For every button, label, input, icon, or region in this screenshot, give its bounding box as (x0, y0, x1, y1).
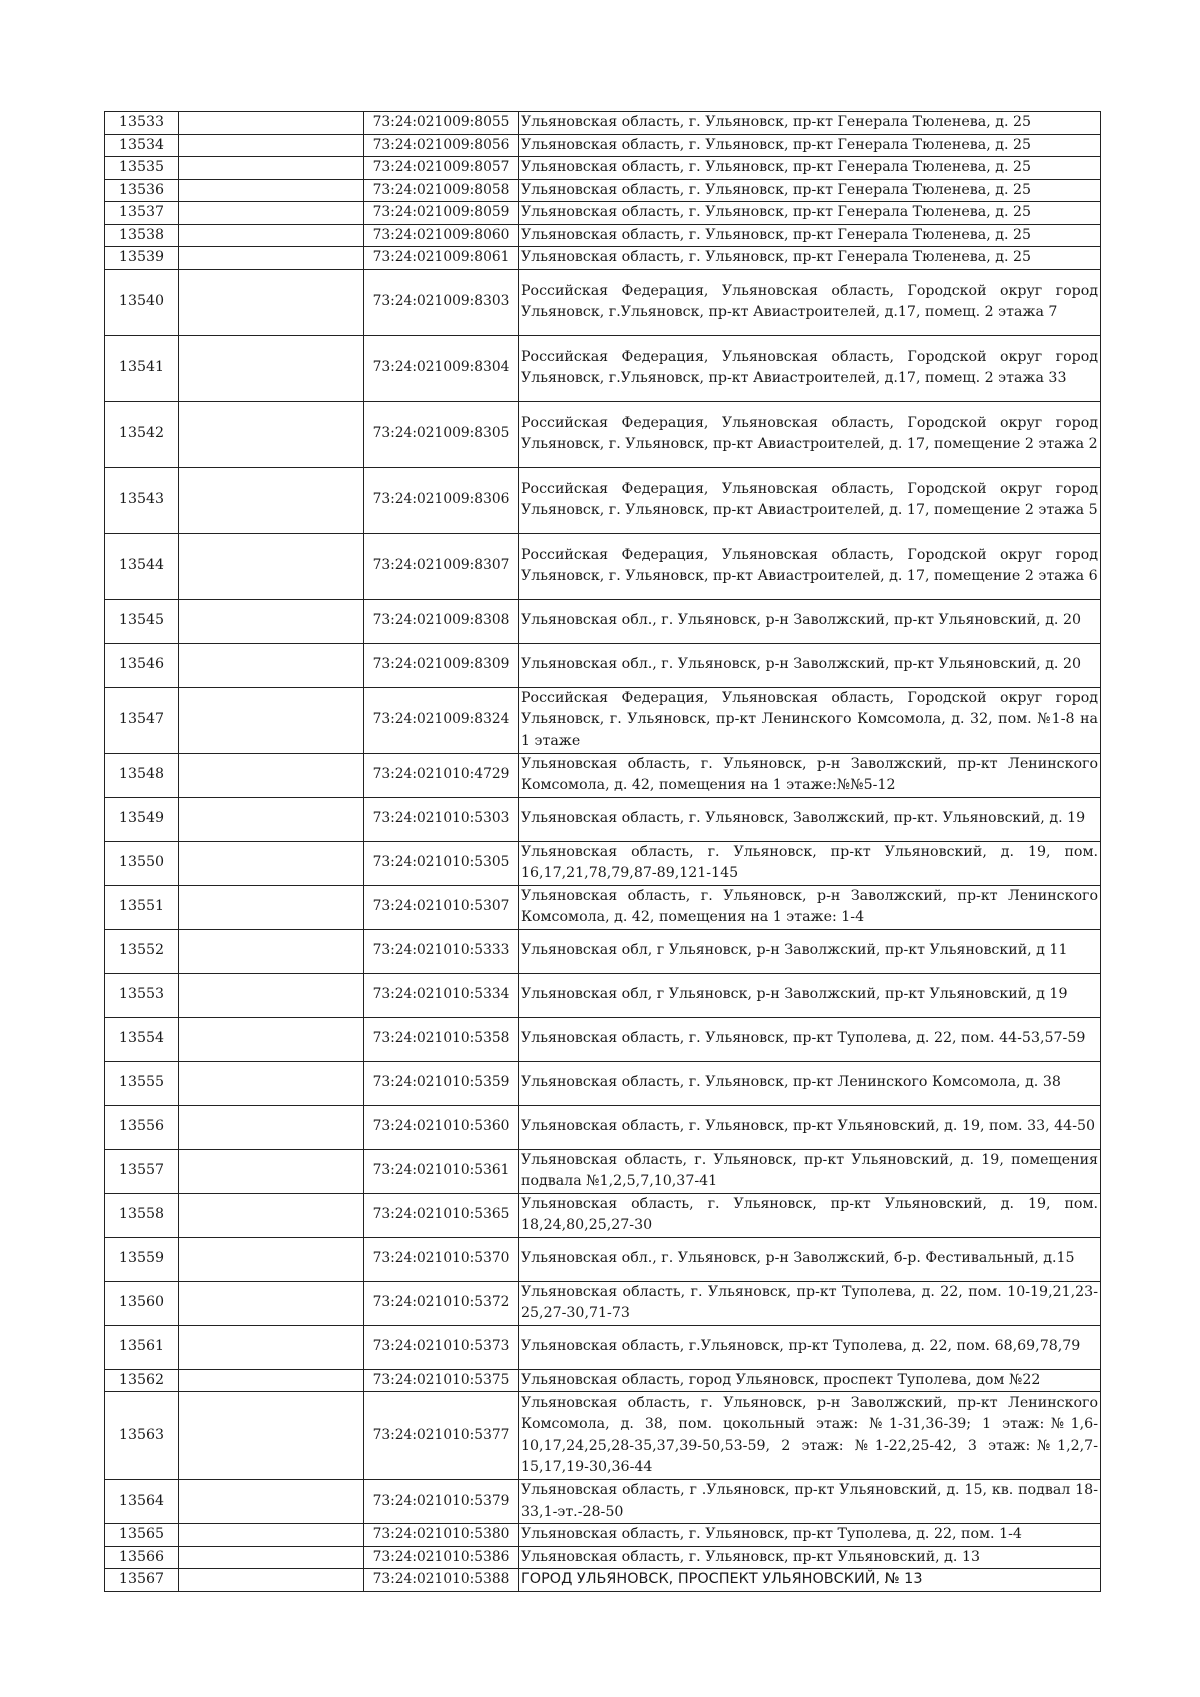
address: Ульяновская область, г. Ульяновск, пр-кт Туполева, д. 22, пом. 1-4 (519, 1524, 1101, 1547)
cadastral-number: 73:24:021010:5380 (364, 1524, 519, 1547)
cadastral-number: 73:24:021010:5372 (364, 1281, 519, 1325)
empty-cell (179, 1524, 364, 1547)
row-number: 13546 (105, 643, 179, 687)
table-row (105, 1325, 1101, 1369)
address: Российская Федерация, Ульяновская область, Городской округ город Ульяновск, г. Ульяновск, пр-кт Ленинского Комсомола, д. 32, пом. №1-8 на 1 этаже (519, 687, 1101, 753)
row-number: 13563 (105, 1392, 179, 1480)
address: Ульяновская обл, г Ульяновск, р-н Заволжский, пр-кт Ульяновский, д 19 (519, 973, 1101, 1017)
address: Ульяновская область, г. Ульяновск, пр-кт Генерала Тюленева, д. 25 (519, 134, 1101, 157)
row-number: 13548 (105, 753, 179, 797)
address: Ульяновская обл., г. Ульяновск, р-н Заволжский, пр-кт Ульяновский, д. 20 (519, 599, 1101, 643)
row-number: 13558 (105, 1193, 179, 1237)
cadastral-number: 73:24:021010:4729 (364, 753, 519, 797)
empty-cell (179, 401, 364, 467)
table-row (105, 1105, 1101, 1149)
empty-cell (179, 335, 364, 401)
row-number: 13557 (105, 1149, 179, 1193)
cadastral-number: 73:24:021009:8306 (364, 467, 519, 533)
empty-cell (179, 1546, 364, 1569)
cadastral-number: 73:24:021009:8324 (364, 687, 519, 753)
row-number: 13535 (105, 157, 179, 180)
cadastral-number: 73:24:021009:8303 (364, 269, 519, 335)
address: Ульяновская область, г. Ульяновск, пр-кт Ульяновский, д. 19, пом. 33, 44-50 (519, 1105, 1101, 1149)
address: Российская Федерация, Ульяновская область, Городской округ город Ульяновск, г.Ульяновск, пр-кт Авиастроителей, д.17, помещ. 2 этажа 33 (519, 335, 1101, 401)
empty-cell (179, 1569, 364, 1592)
cadastral-number: 73:24:021009:8056 (364, 134, 519, 157)
address: Ульяновская обл., г. Ульяновск, р-н Заволжский, б-р. Фестивальный, д.15 (519, 1237, 1101, 1281)
row-number: 13564 (105, 1480, 179, 1524)
table-row (105, 335, 1101, 401)
address: Ульяновская область, г. Ульяновск, пр-кт Ульяновский, д. 13 (519, 1546, 1101, 1569)
empty-cell (179, 1237, 364, 1281)
cadastral-number: 73:24:021009:8061 (364, 247, 519, 270)
table-body (105, 112, 1101, 1592)
table-row (105, 1392, 1101, 1480)
address: Ульяновская область, г.Ульяновск, пр-кт Туполева, д. 22, пом. 68,69,78,79 (519, 1325, 1101, 1369)
table-row (105, 929, 1101, 973)
table-row (105, 885, 1101, 929)
address: Ульяновская область, г. Ульяновск, пр-кт Ульяновский, д. 19, пом. 18,24,80,25,27-30 (519, 1193, 1101, 1237)
table-row (105, 841, 1101, 885)
cadastral-number: 73:24:021010:5307 (364, 885, 519, 929)
cadastral-number: 73:24:021009:8057 (364, 157, 519, 180)
address: Ульяновская обл, г Ульяновск, р-н Заволжский, пр-кт Ульяновский, д 11 (519, 929, 1101, 973)
empty-cell (179, 1017, 364, 1061)
cadastral-number: 73:24:021009:8059 (364, 202, 519, 225)
row-number: 13565 (105, 1524, 179, 1547)
empty-cell (179, 841, 364, 885)
cadastral-number: 73:24:021010:5365 (364, 1193, 519, 1237)
empty-cell (179, 179, 364, 202)
address: Российская Федерация, Ульяновская область, Городской округ город Ульяновск, г.Ульяновск, пр-кт Авиастроителей, д.17, помещ. 2 этажа 7 (519, 269, 1101, 335)
empty-cell (179, 1392, 364, 1480)
table-row (105, 202, 1101, 225)
address: Ульяновская область, г. Ульяновск, пр-кт Генерала Тюленева, д. 25 (519, 179, 1101, 202)
cadastral-number: 73:24:021010:5303 (364, 797, 519, 841)
empty-cell (179, 1369, 364, 1392)
empty-cell (179, 269, 364, 335)
cadastral-number: 73:24:021010:5358 (364, 1017, 519, 1061)
table-row (105, 643, 1101, 687)
row-number: 13543 (105, 467, 179, 533)
table-row (105, 224, 1101, 247)
address: ГОРОД УЛЬЯНОВСК, ПРОСПЕКТ УЛЬЯНОВСКИЙ, № 13 (519, 1569, 1101, 1592)
row-number: 13545 (105, 599, 179, 643)
address: Российская Федерация, Ульяновская область, Городской округ город Ульяновск, г. Ульяновск, пр-кт Авиастроителей, д. 17, помещение 2 этажа 6 (519, 533, 1101, 599)
address: Ульяновская область, г. Ульяновск, пр-кт Генерала Тюленева, д. 25 (519, 247, 1101, 270)
row-number: 13567 (105, 1569, 179, 1592)
row-number: 13552 (105, 929, 179, 973)
table-row (105, 533, 1101, 599)
cadastral-number: 73:24:021009:8058 (364, 179, 519, 202)
row-number: 13534 (105, 134, 179, 157)
table-row (105, 1149, 1101, 1193)
row-number: 13550 (105, 841, 179, 885)
address: Ульяновская область, г. Ульяновск, пр-кт Ульяновский, д. 19, помещения подвала №1,2,5,7,10,37-41 (519, 1149, 1101, 1193)
row-number: 13562 (105, 1369, 179, 1392)
table-row (105, 1546, 1101, 1569)
row-number: 13559 (105, 1237, 179, 1281)
address: Ульяновская область, город Ульяновск, проспект Туполева, дом №22 (519, 1369, 1101, 1392)
row-number: 13561 (105, 1325, 179, 1369)
cadastral-number: 73:24:021010:5334 (364, 973, 519, 1017)
cadastral-registry-table (104, 111, 1101, 1592)
address: Ульяновская область, г. Ульяновск, пр-кт Генерала Тюленева, д. 25 (519, 157, 1101, 180)
cadastral-number: 73:24:021009:8307 (364, 533, 519, 599)
cadastral-number: 73:24:021010:5305 (364, 841, 519, 885)
row-number: 13555 (105, 1061, 179, 1105)
address: Ульяновская область, г. Ульяновск, Заволжский, пр-кт. Ульяновский, д. 19 (519, 797, 1101, 841)
table-row (105, 753, 1101, 797)
address: Ульяновская область, г. Ульяновск, пр-кт Туполева, д. 22, пом. 10-19,21,23-25,27-30,71-73 (519, 1281, 1101, 1325)
empty-cell (179, 885, 364, 929)
row-number: 13536 (105, 179, 179, 202)
row-number: 13538 (105, 224, 179, 247)
empty-cell (179, 1281, 364, 1325)
row-number: 13566 (105, 1546, 179, 1569)
cadastral-number: 73:24:021010:5370 (364, 1237, 519, 1281)
empty-cell (179, 643, 364, 687)
empty-cell (179, 224, 364, 247)
row-number: 13556 (105, 1105, 179, 1149)
empty-cell (179, 112, 364, 135)
cadastral-number: 73:24:021010:5386 (364, 1546, 519, 1569)
table-row (105, 1193, 1101, 1237)
empty-cell (179, 753, 364, 797)
address: Ульяновская область, г. Ульяновск, пр-кт Генерала Тюленева, д. 25 (519, 112, 1101, 135)
row-number: 13551 (105, 885, 179, 929)
address: Ульяновская область, г. Ульяновск, пр-кт Генерала Тюленева, д. 25 (519, 224, 1101, 247)
empty-cell (179, 202, 364, 225)
empty-cell (179, 467, 364, 533)
row-number: 13553 (105, 973, 179, 1017)
table-row (105, 1480, 1101, 1524)
address: Ульяновская область, г. Ульяновск, пр-кт Ульяновский, д. 19, пом. 16,17,21,78,79,87-89,121-145 (519, 841, 1101, 885)
cadastral-number: 73:24:021010:5360 (364, 1105, 519, 1149)
row-number: 13540 (105, 269, 179, 335)
empty-cell (179, 973, 364, 1017)
address: Ульяновская область, г. Ульяновск, пр-кт Генерала Тюленева, д. 25 (519, 202, 1101, 225)
empty-cell (179, 929, 364, 973)
table-row (105, 269, 1101, 335)
table-row (105, 1569, 1101, 1592)
empty-cell (179, 533, 364, 599)
cadastral-number: 73:24:021009:8305 (364, 401, 519, 467)
cadastral-number: 73:24:021009:8304 (364, 335, 519, 401)
row-number: 13539 (105, 247, 179, 270)
row-number: 13537 (105, 202, 179, 225)
table-row (105, 112, 1101, 135)
cadastral-number: 73:24:021010:5388 (364, 1569, 519, 1592)
empty-cell (179, 687, 364, 753)
table-row (105, 1237, 1101, 1281)
row-number: 13541 (105, 335, 179, 401)
address: Ульяновская область, г. Ульяновск, р-н Заволжский, пр-кт Ленинского Комсомола, д. 42, помещения на 1 этаже: 1-4 (519, 885, 1101, 929)
table-row (105, 1061, 1101, 1105)
table-row (105, 247, 1101, 270)
cadastral-number: 73:24:021009:8308 (364, 599, 519, 643)
table-row (105, 599, 1101, 643)
row-number: 13542 (105, 401, 179, 467)
cadastral-number: 73:24:021010:5333 (364, 929, 519, 973)
address: Ульяновская область, г. Ульяновск, р-н Заволжский, пр-кт Ленинского Комсомола, д. 42, помещения на 1 этаже:№№5-12 (519, 753, 1101, 797)
cadastral-number: 73:24:021010:5361 (364, 1149, 519, 1193)
table-row (105, 797, 1101, 841)
row-number: 13533 (105, 112, 179, 135)
cadastral-number: 73:24:021009:8055 (364, 112, 519, 135)
address: Ульяновская обл., г. Ульяновск, р-н Заволжский, пр-кт Ульяновский, д. 20 (519, 643, 1101, 687)
address: Ульяновская область, г. Ульяновск, р-н Заволжский, пр-кт Ленинского Комсомола, д. 38, пом. цокольный этаж: №1-31,36-39; 1 этаж:№1,6-10,17,24,25,28-35,37,39-50,53-59, 2 этаж: №1-22,25-42, 3 этаж:№1,2,7-15,17,19-30,36-44 (519, 1392, 1101, 1480)
table-row (105, 134, 1101, 157)
row-number: 13554 (105, 1017, 179, 1061)
row-number: 13560 (105, 1281, 179, 1325)
table-row (105, 157, 1101, 180)
table-row (105, 973, 1101, 1017)
empty-cell (179, 797, 364, 841)
empty-cell (179, 1325, 364, 1369)
row-number: 13549 (105, 797, 179, 841)
cadastral-number: 73:24:021010:5377 (364, 1392, 519, 1480)
empty-cell (179, 599, 364, 643)
address: Ульяновская область, г .Ульяновск, пр-кт Ульяновский, д. 15, кв. подвал 18-33,1-эт.-28-50 (519, 1480, 1101, 1524)
empty-cell (179, 157, 364, 180)
cadastral-number: 73:24:021009:8309 (364, 643, 519, 687)
table-row (105, 1369, 1101, 1392)
cadastral-number: 73:24:021010:5359 (364, 1061, 519, 1105)
table-row (105, 1281, 1101, 1325)
table-row (105, 687, 1101, 753)
empty-cell (179, 1149, 364, 1193)
empty-cell (179, 1061, 364, 1105)
row-number: 13544 (105, 533, 179, 599)
address: Ульяновская область, г. Ульяновск, пр-кт Ленинского Комсомола, д. 38 (519, 1061, 1101, 1105)
address: Российская Федерация, Ульяновская область, Городской округ город Ульяновск, г. Ульяновск, пр-кт Авиастроителей, д. 17, помещение 2 этажа 5 (519, 467, 1101, 533)
table-row (105, 401, 1101, 467)
table-row (105, 179, 1101, 202)
address: Ульяновская область, г. Ульяновск, пр-кт Туполева, д. 22, пом. 44-53,57-59 (519, 1017, 1101, 1061)
table-row (105, 467, 1101, 533)
address: Российская Федерация, Ульяновская область, Городской округ город Ульяновск, г. Ульяновск, пр-кт Авиастроителей, д. 17, помещение 2 этажа 2 (519, 401, 1101, 467)
cadastral-number: 73:24:021010:5375 (364, 1369, 519, 1392)
table-row (105, 1524, 1101, 1547)
empty-cell (179, 1480, 364, 1524)
table-row (105, 1017, 1101, 1061)
cadastral-number: 73:24:021009:8060 (364, 224, 519, 247)
empty-cell (179, 1105, 364, 1149)
cadastral-number: 73:24:021010:5373 (364, 1325, 519, 1369)
empty-cell (179, 247, 364, 270)
row-number: 13547 (105, 687, 179, 753)
empty-cell (179, 1193, 364, 1237)
empty-cell (179, 134, 364, 157)
cadastral-number: 73:24:021010:5379 (364, 1480, 519, 1524)
